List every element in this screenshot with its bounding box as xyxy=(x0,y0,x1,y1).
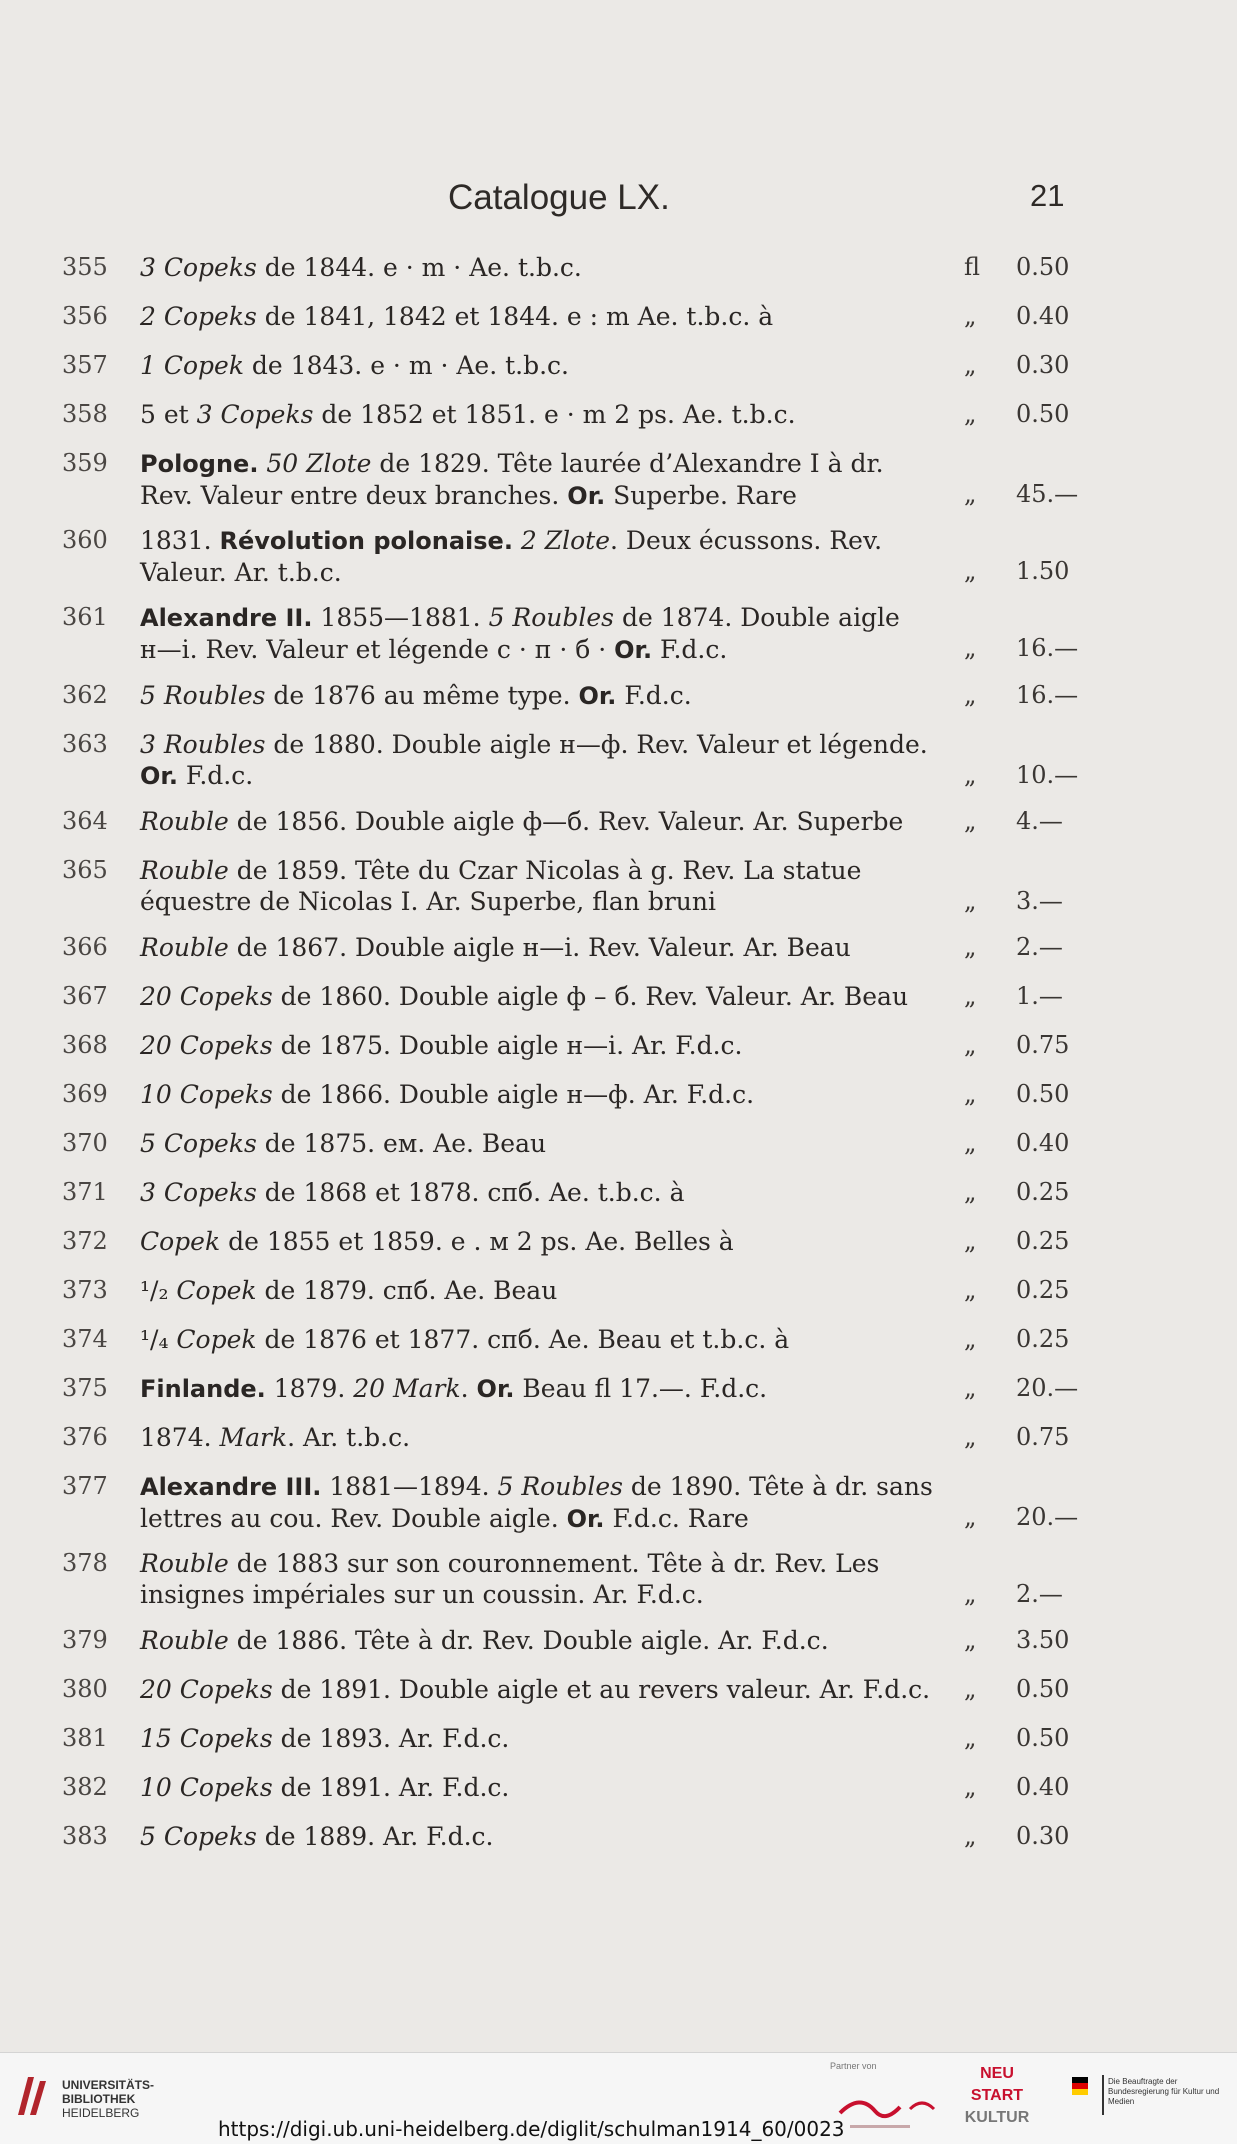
bold-text: Pologne. xyxy=(140,450,259,478)
italic-text: 2 Copeks xyxy=(140,302,257,331)
entry-number: 367 xyxy=(62,982,108,1010)
text-segment: F.d.c. xyxy=(652,635,728,664)
description-line xyxy=(140,886,950,917)
entry-description xyxy=(140,1373,950,1405)
entry-number: 368 xyxy=(62,1031,108,1059)
entry-price: 0.40 xyxy=(1016,1129,1070,1157)
description-line xyxy=(140,1625,950,1656)
entry-number: 383 xyxy=(62,1822,108,1850)
entry-number: 364 xyxy=(62,807,108,835)
currency-ditto-mark: „ xyxy=(964,480,977,508)
bold-text: Or. xyxy=(578,682,617,710)
italic-text: Rouble xyxy=(140,856,229,885)
entry-price: 45.— xyxy=(1016,480,1079,508)
entry-description xyxy=(140,1772,950,1803)
currency-ditto-mark: „ xyxy=(964,1080,977,1108)
entry-price: 0.50 xyxy=(1016,1724,1070,1752)
bold-text: Or. xyxy=(476,1375,515,1403)
neustart-line1: NEU xyxy=(980,2065,1014,2082)
bold-text: Or. xyxy=(140,762,178,790)
currency-ditto-mark: „ xyxy=(964,1325,977,1353)
entry-description xyxy=(140,1625,950,1656)
entry-price: 0.50 xyxy=(1016,1080,1070,1108)
text-segment: F.d.c. xyxy=(616,681,692,710)
entry-price: 16.— xyxy=(1016,681,1079,709)
currency-ditto-mark: fl xyxy=(964,253,981,281)
text-segment: de 1855 et 1859. е . м 2 ps. Ae. Belles à xyxy=(220,1227,734,1256)
currency-ditto-mark: „ xyxy=(964,634,977,662)
currency-ditto-mark: „ xyxy=(964,1580,977,1608)
text-segment: 1881—1894. xyxy=(321,1472,498,1501)
currency-ditto-mark: „ xyxy=(964,1675,977,1703)
bkm-logo[interactable] xyxy=(1072,2075,1222,2115)
italic-text: 5 Roubles xyxy=(497,1472,623,1501)
currency-ditto-mark: „ xyxy=(964,557,977,585)
text-segment: de 1889. Ar. F.d.c. xyxy=(256,1822,494,1851)
description-line xyxy=(140,1030,950,1061)
entry-number: 365 xyxy=(62,856,108,884)
text-segment: de 1867. Double aigle н—і. Rev. Valeur. Ar. Beau xyxy=(228,933,851,962)
deutsche-digitale-bibliothek-logo-icon[interactable] xyxy=(830,2083,950,2135)
currency-ditto-mark: „ xyxy=(964,1374,977,1402)
description-line xyxy=(140,1275,950,1306)
bold-text: Révolution polonaise. xyxy=(219,527,513,555)
bold-text: Finlande. xyxy=(140,1375,266,1403)
bkm-divider xyxy=(1102,2075,1104,2115)
entry-number: 359 xyxy=(62,449,108,477)
description-line xyxy=(140,1772,950,1803)
entry-description xyxy=(140,1275,950,1306)
text-segment: ¹/₄ xyxy=(140,1325,177,1354)
text-segment: Valeur. Ar. t.b.c. xyxy=(140,558,342,587)
text-segment: de 1890. Tête à dr. sans xyxy=(622,1472,933,1501)
description-line xyxy=(140,760,950,792)
entry-description xyxy=(140,1548,950,1610)
entry-number: 370 xyxy=(62,1129,108,1157)
text-segment: 1874. xyxy=(140,1423,220,1452)
description-line xyxy=(140,602,950,634)
entry-description xyxy=(140,350,950,381)
italic-text: 15 Copeks xyxy=(140,1724,273,1753)
text-segment: 1831. xyxy=(140,526,220,555)
entry-number: 377 xyxy=(62,1472,108,1500)
entry-description xyxy=(140,729,950,792)
currency-ditto-mark: „ xyxy=(964,400,977,428)
entry-description xyxy=(140,252,950,283)
entry-number: 356 xyxy=(62,302,108,330)
description-line xyxy=(140,525,950,557)
text-segment: de 1852 et 1851. e · m 2 ps. Ae. t.b.c. xyxy=(313,400,796,429)
currency-ditto-mark: „ xyxy=(964,1822,977,1850)
currency-ditto-mark: „ xyxy=(964,1227,977,1255)
text-segment: . xyxy=(460,1374,477,1403)
entry-description xyxy=(140,602,950,666)
italic-text: 3 Copeks xyxy=(140,1178,257,1207)
entry-description xyxy=(140,1079,950,1110)
description-line xyxy=(140,399,950,430)
description-line xyxy=(140,1503,950,1535)
text-segment: . Ar. t.b.c. xyxy=(287,1423,411,1452)
entry-number: 375 xyxy=(62,1374,108,1402)
bold-text: Alexandre II. xyxy=(140,604,313,632)
description-line xyxy=(140,1579,950,1610)
currency-ditto-mark: „ xyxy=(964,982,977,1010)
entry-number: 366 xyxy=(62,933,108,961)
entry-description xyxy=(140,981,950,1012)
entry-description xyxy=(140,1723,950,1754)
italic-text: 20 Copeks xyxy=(140,982,273,1011)
page-number: 21 xyxy=(1030,178,1065,213)
text-segment: 1879. xyxy=(265,1374,354,1403)
currency-ditto-mark: „ xyxy=(964,351,977,379)
italic-text: 20 Copeks xyxy=(140,1675,273,1704)
text-segment: de 1891. Double aigle et au revers valeur. Ar. F.d.c. xyxy=(272,1675,931,1704)
text-segment: de 1829. Tête laurée d’Alexandre I à dr. xyxy=(371,449,884,478)
currency-ditto-mark: „ xyxy=(964,1129,977,1157)
text-segment: Rev. Valeur entre deux branches. xyxy=(140,481,568,510)
library-name-line3: HEIDELBERG xyxy=(62,2106,140,2120)
currency-ditto-mark: „ xyxy=(964,302,977,330)
entry-number: 371 xyxy=(62,1178,108,1206)
currency-ditto-mark: „ xyxy=(964,1503,977,1531)
italic-text: 20 Copeks xyxy=(140,1031,273,1060)
entry-price: 2.— xyxy=(1016,1580,1063,1608)
text-segment: de 1843. e · m · Ae. t.b.c. xyxy=(243,351,570,380)
text-segment: de 1883 sur son couronnement. Tête à dr. Rev. Les xyxy=(228,1549,880,1578)
currency-ditto-mark: „ xyxy=(964,933,977,961)
bkm-text: Die Beauftragte der Bundesregierung für Kultur und Medien xyxy=(1108,2077,1220,2106)
entry-description xyxy=(140,399,950,430)
description-line xyxy=(140,1226,950,1257)
currency-ditto-mark: „ xyxy=(964,1178,977,1206)
text-segment: de 1866. Double aigle н—ф. Ar. F.d.c. xyxy=(272,1080,755,1109)
entry-price: 20.— xyxy=(1016,1503,1079,1531)
text-segment: de 1868 et 1878. спб. Ae. t.b.c. à xyxy=(256,1178,685,1207)
entry-description xyxy=(140,1674,950,1705)
text-segment: de 1876 et 1877. спб. Ae. Beau et t.b.c. à xyxy=(256,1325,790,1354)
italic-text: 10 Copeks xyxy=(140,1080,273,1109)
text-segment: ¹/₂ xyxy=(140,1276,177,1305)
entry-number: 361 xyxy=(62,603,108,631)
text-segment: . Deux écussons. Rev. xyxy=(610,526,883,555)
italic-text: Copek xyxy=(176,1276,257,1305)
description-line xyxy=(140,1324,950,1355)
text-segment: F.d.c. Rare xyxy=(604,1504,749,1533)
entry-price: 10.— xyxy=(1016,761,1079,789)
entry-number: 363 xyxy=(62,730,108,758)
italic-text: Rouble xyxy=(140,807,229,836)
text-segment: de 1875. Double aigle н—і. Ar. F.d.c. xyxy=(272,1031,743,1060)
currency-ditto-mark: „ xyxy=(964,1773,977,1801)
entry-price: 0.40 xyxy=(1016,1773,1070,1801)
entry-number: 355 xyxy=(62,253,108,281)
description-line xyxy=(140,350,950,381)
entry-price: 3.50 xyxy=(1016,1626,1070,1654)
italic-text: Rouble xyxy=(140,1549,229,1578)
university-library-logo-icon[interactable] xyxy=(14,2071,50,2121)
university-library-name[interactable] xyxy=(62,2078,154,2120)
italic-text: 5 Roubles xyxy=(140,681,266,710)
italic-text: Copek xyxy=(176,1325,257,1354)
entry-price: 20.— xyxy=(1016,1374,1079,1402)
currency-ditto-mark: „ xyxy=(964,1423,977,1451)
entry-price: 0.30 xyxy=(1016,1822,1070,1850)
currency-ditto-mark: „ xyxy=(964,1031,977,1059)
entry-price: 0.40 xyxy=(1016,302,1070,330)
entry-number: 376 xyxy=(62,1423,108,1451)
entry-number: 373 xyxy=(62,1276,108,1304)
description-line xyxy=(140,448,950,480)
entry-price: 4.— xyxy=(1016,807,1063,835)
entry-description xyxy=(140,1226,950,1257)
text-segment: de 1893. Ar. F.d.c. xyxy=(272,1724,510,1753)
entry-description xyxy=(140,680,950,712)
italic-text: 5 Copeks xyxy=(140,1822,257,1851)
entry-description xyxy=(140,806,950,837)
bold-text: Or. xyxy=(614,636,653,664)
entry-price: 0.50 xyxy=(1016,253,1070,281)
entry-number: 382 xyxy=(62,1773,108,1801)
entry-description xyxy=(140,1324,950,1355)
text-segment: de 1880. Double aigle н—ф. Rev. Valeur et légende. xyxy=(265,730,928,759)
text-segment: de 1891. Ar. F.d.c. xyxy=(272,1773,510,1802)
entry-number: 380 xyxy=(62,1675,108,1703)
entry-description xyxy=(140,1821,950,1852)
entry-number: 378 xyxy=(62,1549,108,1577)
entry-price: 0.25 xyxy=(1016,1227,1070,1255)
text-segment: équestre de Nicolas I. Ar. Superbe, flan bruni xyxy=(140,887,716,916)
entry-number: 369 xyxy=(62,1080,108,1108)
entry-number: 379 xyxy=(62,1626,108,1654)
description-line xyxy=(140,480,950,512)
description-line xyxy=(140,1674,950,1705)
entry-price: 0.30 xyxy=(1016,351,1070,379)
italic-text: 3 Copeks xyxy=(140,253,257,282)
description-line xyxy=(140,1723,950,1754)
entry-number: 372 xyxy=(62,1227,108,1255)
entry-description xyxy=(140,448,950,512)
text-segment: н—і. Rev. Valeur et légende с · п · б · xyxy=(140,635,615,664)
text-segment: de 1886. Tête à dr. Rev. Double aigle. Ar. F.d.c. xyxy=(228,1626,829,1655)
description-line xyxy=(140,680,950,712)
entry-description xyxy=(140,932,950,963)
neustart-line3: KULTUR xyxy=(964,2109,1030,2126)
entry-description xyxy=(140,1030,950,1061)
entry-price: 2.— xyxy=(1016,933,1063,961)
permalink-url[interactable]: https://digi.ub.uni-heidelberg.de/diglit/schulman1914_60/0023 xyxy=(218,2117,845,2141)
italic-text: 1 Copek xyxy=(140,351,244,380)
description-line xyxy=(140,1079,950,1110)
currency-ditto-mark: „ xyxy=(964,681,977,709)
description-line xyxy=(140,1471,950,1503)
neustart-line2: START xyxy=(970,2087,1024,2104)
entry-description xyxy=(140,525,950,588)
text-segment: de 1860. Double aigle ф – б. Rev. Valeur. Ar. Beau xyxy=(272,982,909,1011)
italic-text: 20 Mark xyxy=(353,1374,461,1403)
bold-text: Or. xyxy=(566,1505,605,1533)
italic-text: 10 Copeks xyxy=(140,1773,273,1802)
currency-ditto-mark: „ xyxy=(964,807,977,835)
description-line xyxy=(140,634,950,666)
currency-ditto-mark: „ xyxy=(964,1724,977,1752)
description-line xyxy=(140,729,950,760)
bold-text: Or. xyxy=(567,482,606,510)
entry-number: 374 xyxy=(62,1325,108,1353)
partner-label: Partner von xyxy=(830,2061,877,2071)
text-segment: de 1859. Tête du Czar Nicolas à g. Rev. La statue xyxy=(228,856,862,885)
entry-price: 0.25 xyxy=(1016,1325,1070,1353)
italic-text: 5 Copeks xyxy=(140,1129,257,1158)
entry-price: 0.25 xyxy=(1016,1178,1070,1206)
text-segment: lettres au cou. Rev. Double aigle. xyxy=(140,1504,567,1533)
description-line xyxy=(140,932,950,963)
text-segment: F.d.c. xyxy=(177,761,254,790)
entry-description xyxy=(140,855,950,917)
description-line xyxy=(140,806,950,837)
neustart-kultur-logo[interactable] xyxy=(963,2063,1031,2131)
entry-price: 1.50 xyxy=(1016,557,1070,585)
italic-text: Rouble xyxy=(140,1626,229,1655)
entry-price: 3.— xyxy=(1016,887,1063,915)
description-line xyxy=(140,1548,950,1579)
description-line xyxy=(140,557,950,588)
federal-eagle-icon xyxy=(1072,2077,1088,2105)
entry-price: 0.50 xyxy=(1016,400,1070,428)
currency-ditto-mark: „ xyxy=(964,1276,977,1304)
description-line xyxy=(140,1821,950,1852)
page-title: Catalogue LX. xyxy=(448,178,670,217)
entry-price: 16.— xyxy=(1016,634,1079,662)
currency-ditto-mark: „ xyxy=(964,761,977,789)
entry-price: 0.75 xyxy=(1016,1031,1070,1059)
description-line xyxy=(140,855,950,886)
entry-price: 0.25 xyxy=(1016,1276,1070,1304)
viewer-footer xyxy=(0,2052,1237,2144)
entry-number: 360 xyxy=(62,526,108,554)
italic-text: 5 Roubles xyxy=(488,603,615,632)
entry-price: 0.75 xyxy=(1016,1423,1070,1451)
description-line xyxy=(140,252,950,283)
italic-text: Copek xyxy=(140,1227,221,1256)
entry-description xyxy=(140,1177,950,1208)
text-segment: de 1841, 1842 et 1844. e : m Ae. t.b.c. à xyxy=(256,302,774,331)
italic-text: 2 Zlote xyxy=(520,526,611,555)
text-segment: de 1875. ем. Ae. Beau xyxy=(256,1129,547,1158)
entry-description xyxy=(140,1128,950,1159)
text-segment: Superbe. Rare xyxy=(605,481,797,510)
italic-text: 3 Roubles xyxy=(140,730,266,759)
entry-number: 358 xyxy=(62,400,108,428)
italic-text: Rouble xyxy=(140,933,229,962)
currency-ditto-mark: „ xyxy=(964,887,977,915)
entry-price: 0.50 xyxy=(1016,1675,1070,1703)
text-segment: de 1844. e · m · Ae. t.b.c. xyxy=(256,253,582,282)
text-segment: de 1874. Double aigle xyxy=(614,603,900,632)
bold-text: Alexandre III. xyxy=(140,1473,322,1501)
entry-price: 1.— xyxy=(1016,982,1063,1010)
entry-description xyxy=(140,301,950,332)
description-line xyxy=(140,1422,950,1453)
description-line xyxy=(140,981,950,1012)
text-segment: 5 et xyxy=(140,400,197,429)
italic-text: 50 Zlote xyxy=(266,449,372,478)
text-segment: de 1876 au même type. xyxy=(265,681,579,710)
entry-number: 381 xyxy=(62,1724,108,1752)
library-name-line2: BIBLIOTHEK xyxy=(62,2092,136,2106)
library-name-line1: UNIVERSITÄTS- xyxy=(62,2078,155,2092)
text-segment: de 1879. спб. Ae. Beau xyxy=(256,1276,558,1305)
text-segment: 1855—1881. xyxy=(312,603,489,632)
currency-ditto-mark: „ xyxy=(964,1626,977,1654)
entry-description xyxy=(140,1471,950,1535)
description-line xyxy=(140,1177,950,1208)
entry-number: 357 xyxy=(62,351,108,379)
text-segment xyxy=(513,526,521,555)
entry-number: 362 xyxy=(62,681,108,709)
description-line xyxy=(140,301,950,332)
text-segment: Beau fl 17.—. F.d.c. xyxy=(514,1374,768,1403)
description-line xyxy=(140,1128,950,1159)
italic-text: Mark xyxy=(219,1423,288,1452)
text-segment: de 1856. Double aigle ф—б. Rev. Valeur. Ar. Superbe xyxy=(228,807,904,836)
description-line xyxy=(140,1373,950,1405)
text-segment: insignes impériales sur un coussin. Ar. F.d.c. xyxy=(140,1580,704,1609)
entry-description xyxy=(140,1422,950,1453)
italic-text: 3 Copeks xyxy=(196,400,314,429)
